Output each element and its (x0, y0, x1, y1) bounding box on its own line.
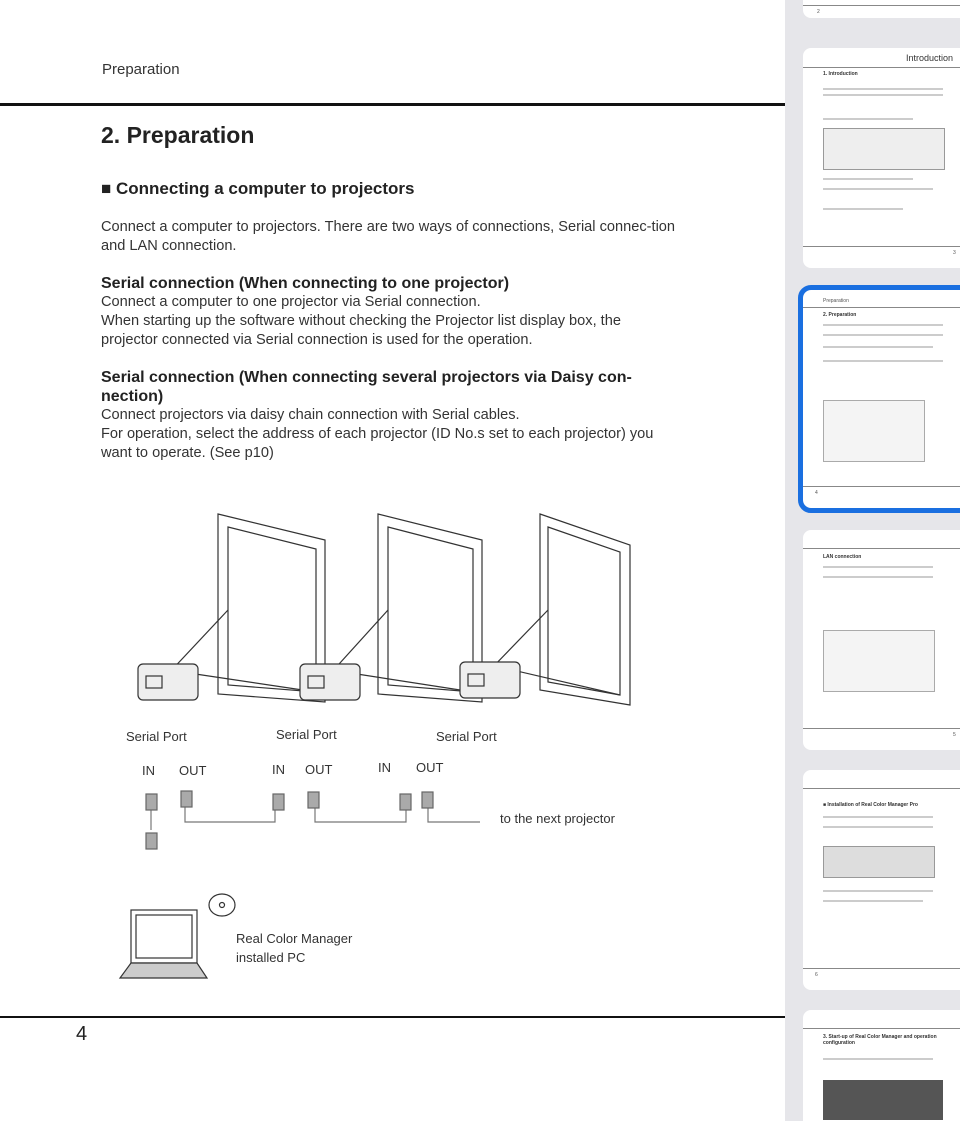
thumb-title: 2. Preparation (823, 312, 857, 318)
serial-one-line: Connect a computer to one projector via Serial connection. (101, 294, 481, 310)
serial-port-label: Serial Port (436, 729, 497, 744)
serial-one-heading: Serial connection (When connecting to one projector) (101, 275, 510, 292)
in-label: IN (272, 762, 285, 777)
page-title: 2. Preparation (101, 122, 255, 148)
pc-label (236, 929, 352, 967)
thumb-title: ■ Installation of Real Color Manager Pro (823, 802, 918, 808)
header-rule (0, 103, 785, 106)
laptop-icon (120, 910, 207, 978)
projector-screen (300, 514, 482, 702)
serial-daisy-line: For operation, select the address of each projector (ID No.s set to each projector) you want to operate. (See p10) (101, 426, 654, 461)
page-number: 4 (76, 1023, 88, 1045)
serial-daisy-section (101, 368, 681, 463)
intro-text: Connect a computer to projectors. There are two ways of connections, Serial connec-tion and LAN connection. (101, 219, 676, 254)
thumb-page-number: 2 (817, 9, 820, 15)
thumbnail-page-5[interactable] (803, 530, 960, 750)
serial-one-line: When starting up the software without checking the Projector list display box, the projector connected via Serial connection is used for the operation. (101, 313, 621, 348)
thumbnail-page-2[interactable] (803, 0, 960, 18)
thumb-header: Introduction (905, 53, 953, 63)
thumb-header: Preparation (823, 298, 849, 304)
running-header: Preparation (102, 61, 180, 78)
serial-connectors (146, 791, 433, 849)
pc-label-line: installed PC (236, 950, 306, 965)
pc-label-line: Real Color Manager (236, 931, 353, 946)
connection-diagram (0, 500, 785, 1000)
thumb-page-number: 3 (953, 250, 956, 256)
serial-cables (151, 805, 480, 830)
serial-daisy-line: Connect projectors via daisy chain connection with Serial cables. (101, 407, 520, 423)
thumb-page-number: 6 (815, 972, 818, 978)
thumb-title: LAN connection (823, 554, 862, 560)
out-label: OUT (179, 763, 207, 778)
thumbnail-page-4[interactable] (803, 290, 960, 508)
serial-port-label: Serial Port (276, 727, 337, 742)
cd-icon (209, 894, 235, 916)
serial-daisy-heading: Serial connection (When connecting several projectors via Daisy con-nection) (101, 369, 632, 405)
projector-screen (460, 514, 630, 705)
in-label: IN (378, 760, 391, 775)
thumbnail-page-3[interactable] (803, 48, 960, 268)
thumbnail-sidebar[interactable] (785, 0, 960, 1121)
serial-port-label: Serial Port (126, 729, 187, 744)
footer-rule (0, 1016, 785, 1018)
next-projector-label: to the next projector (500, 811, 615, 826)
thumb-page-number: 5 (953, 732, 956, 738)
thumb-title: 3. Start-up of Real Color Manager and operation configuration (823, 1034, 937, 1046)
thumb-title: 1. Introduction (823, 71, 858, 77)
in-label: IN (142, 763, 155, 778)
section-heading: ■ Connecting a computer to projectors (101, 179, 415, 198)
out-label: OUT (305, 762, 333, 777)
projector-screen (138, 514, 325, 702)
serial-one-section (101, 274, 681, 350)
thumb-page-number: 4 (815, 490, 818, 496)
out-label: OUT (416, 760, 444, 775)
thumbnail-page-6[interactable] (803, 770, 960, 990)
